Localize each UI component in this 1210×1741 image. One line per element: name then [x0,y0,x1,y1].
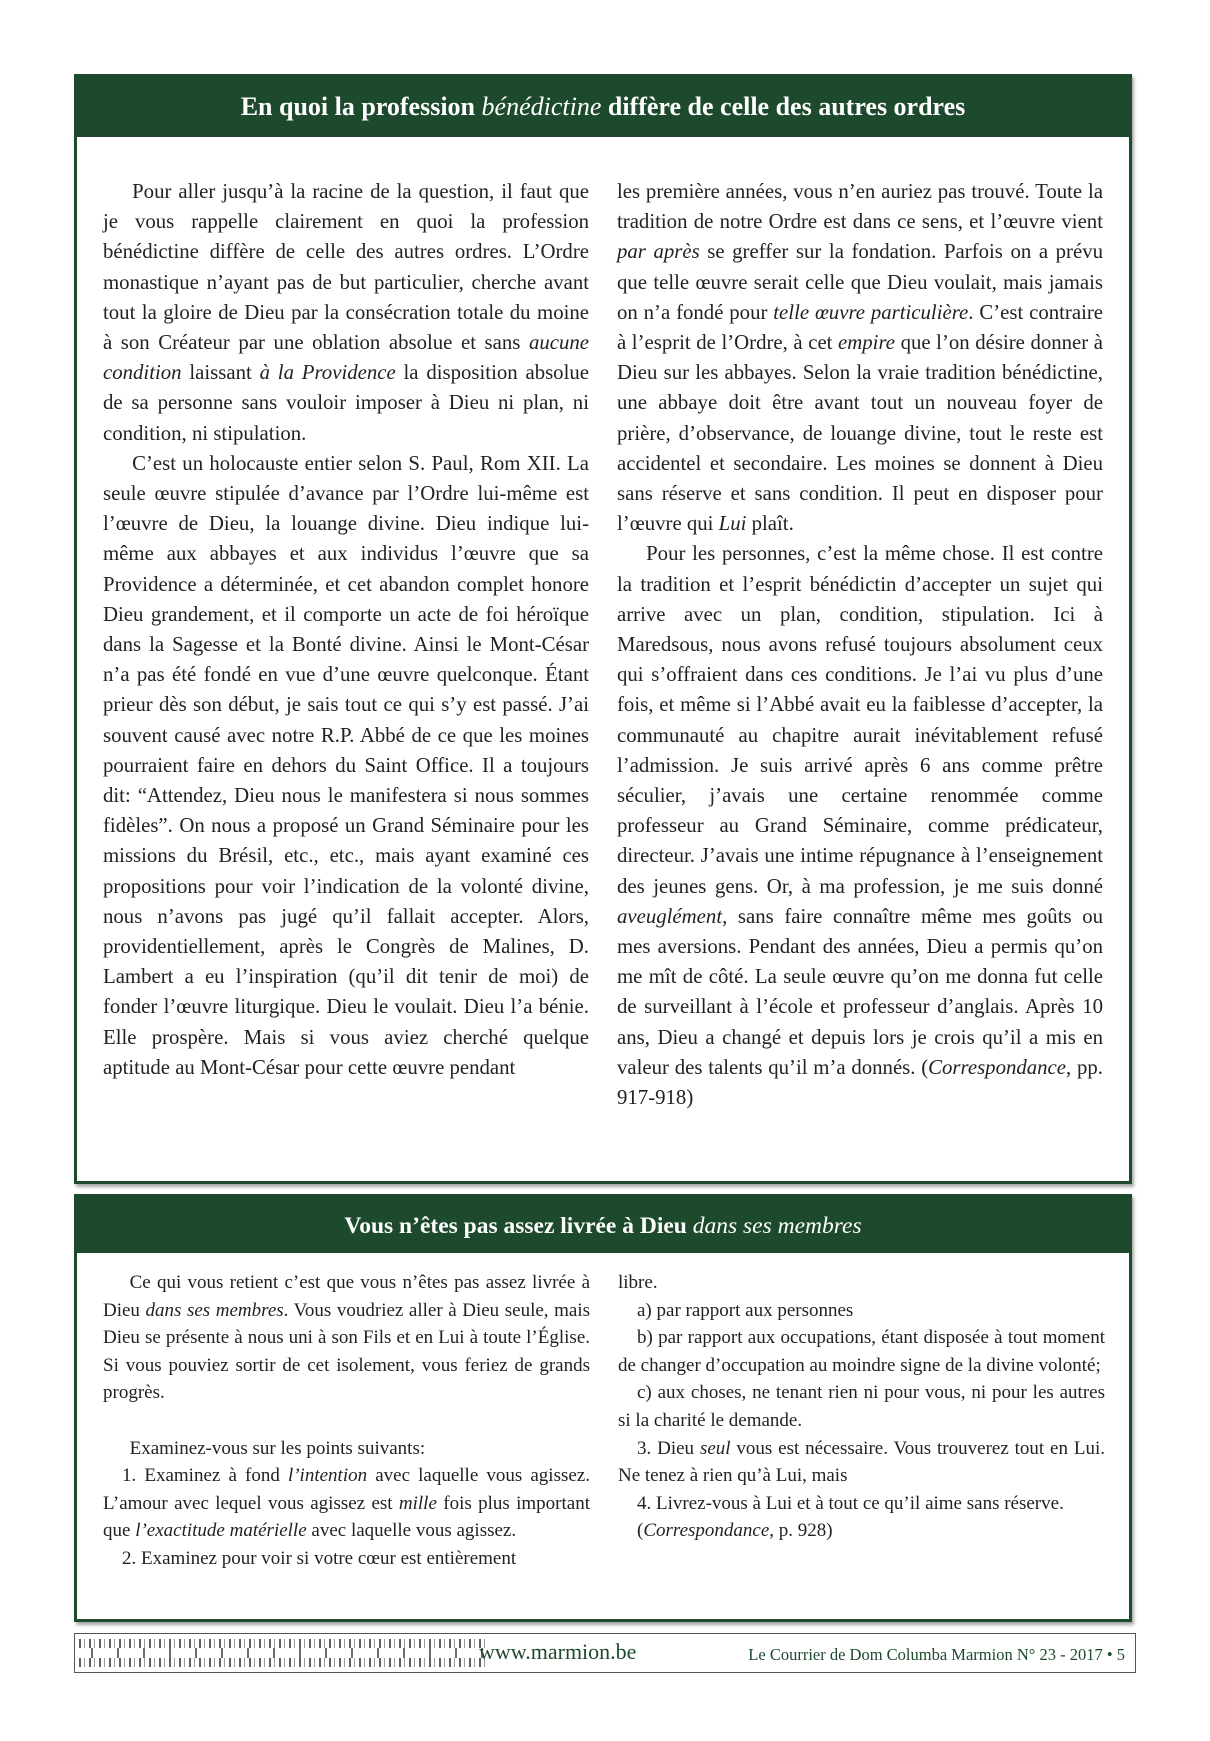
citation: (Correspondance, p. 928) [637,1520,833,1542]
list-item: 2. Examinez pour voir si votre cœur est entièrement [122,1547,517,1569]
column-left [103,177,589,1173]
title-part: diffère de celle des autres ordres [601,92,966,121]
list-item: c) aux choses, ne tenant rien ni pour vous, ni pour les autres si la charité le demande. [618,1382,1105,1431]
list-item: 4. Livrez-vous à Lui et à tout ce qu’il aime sans réserve. [637,1492,1064,1514]
section-title [77,77,1129,137]
title-part: En quoi la profession [240,92,482,121]
page-footer [74,1633,1136,1673]
paragraph: Ce qui vous retient c’est que vous n’êtes pas assez livrée à Dieu dans ses membres. Vous voudriez aller à Dieu seule, mais Dieu se présente à nous uni à son Fils et en Lui à toute l’Église. Si vous pouviez sortir de cet isolement, vous feriez de grands progrès. [103,1272,590,1404]
list-item: b) par rapport aux occupations, étant disposée à tout moment de changer d’occupation au moindre signe de la divine volonté; [618,1327,1105,1376]
paragraph: Pour aller jusqu’à la racine de la question, il faut que je vous rappelle clairement en quoi la profession bénédictine diffère de celle des autres ordres. L’Ordre monastique n’ayant pas de but particulier, cherche avant tout la gloire de Dieu par la consécration totale du moine à son Créateur par une oblation absolue et sans aucune condition laissant à la Providence la disposition absolue de sa personne sans vouloir imposer à Dieu ni plan, ni condition, ni stipulation. [103,180,589,445]
website-link[interactable]: www.marmion.be [479,1639,637,1664]
paragraph: les première années, vous n’en auriez pas trouvé. Toute la tradition de notre Ordre est dans ce sens, et l’œuvre vient par après se greffer sur la fondation. Parfois on a prévu que telle œuvre serait celle que Dieu voulait, mais jamais on n’a fondé pour telle œuvre particulière. C’est contraire à l’esprit de l’Ordre, à cet empire que l’on désire donner à Dieu sur les abbayes. Selon la vraie tradition bénédictine, une abbaye doit être avant tout un nouveau foyer de prière, d’observance, de louange divine, tout le reste est accidentel et secondaire. Les moines se donnent à Dieu sans réserve et sans condition. Il peut en disposer pour l’œuvre qui Lui plaît. [617,180,1103,536]
column-right [618,1269,1105,1611]
paragraph: C’est un holocauste entier selon S. Paul, Rom XII. La seule œuvre stipulée d’avance par l’Ordre lui-même est l’œuvre de Dieu, la louange divine. Dieu indique lui-même aux abbayes et aux individus l’œuvre que sa Providence a déterminée, et cet abandon complet honore Dieu grandement, et il comporte un acte de foi héroïque dans la Sagesse et la Bonté divine. Ainsi le Mont-César n’a pas été fondé en vue d’une œuvre quelconque. Étant prieur dès son début, je sais tout ce qui s’y est passé. J’ai souvent causé avec notre R.P. Abbé de ce que les moines pourraient faire en dehors du Saint Office. Il a toujours dit: “Attendez, Dieu nous le manifestera si nous sommes fidèles”. On nous a proposé un Grand Séminaire pour les missions du Brésil, etc., etc., mais ayant examiné ces propositions pour voir l’indication de la volonté divine, nous n’avons pas jugé qu’il fallait accepter. Alors, providentiellement, après le Congrès de Malines, D. Lambert a eu l’inspiration (qu’il dit tenir de moi) de fonder l’œuvre liturgique. Dieu le voulait. Dieu l’a bénie. Elle prospère. Mais si vous aviez cherché quelque aptitude au Mont-César pour cette œuvre pendant [103,451,589,1079]
list-item: 1. Examinez à fond l’intention avec laquelle vous agissez. L’amour avec lequel vous agissez est mille fois plus important que l’exactitude matérielle avec laquelle vous agissez. [103,1465,590,1542]
paragraph: libre. [618,1272,658,1293]
column-left [103,1269,590,1611]
column-right [617,177,1103,1173]
title-part: Vous n’êtes pas assez livrée à Dieu [344,1213,693,1239]
two-column-body [77,1269,1129,1611]
list-item: a) par rapport aux personnes [637,1299,854,1321]
list-item: 3. Dieu seul vous est nécessaire. Vous trouverez tout en Lui. Ne tenez à rien qu’à Lui, mais [618,1437,1105,1487]
publication-credit: Le Courrier de Dom Columba Marmion N° 23 - 2017 • 5 [748,1645,1125,1664]
title-italic: dans ses membres [692,1213,862,1239]
section-members [74,1194,1132,1622]
decorative-border-ornament [79,1639,487,1667]
title-italic: bénédictine [481,92,602,121]
paragraph: Pour les personnes, c’est la même chose. Il est contre la tradition et l’esprit bénédictin d’accepter un sujet qui arrive avec un plan, condition, stipulation. Ici à Maredsous, nous avons refusé toujours absolument ceux qui s’offraient dans ces conditions. Je l’ai vu plus d’une fois, et même si l’Abbé avait eu la faiblesse d’accepter, la communauté au chapitre aurait inévitablement refusé l’admission. Je suis arrivé après 6 ans comme prêtre séculier, j’avais une certaine renommée comme professeur au Grand Séminaire, comme prédicateur, directeur. J’avais une intime répugnance à l’enseignement des jeunes gens. Or, à ma profession, je me suis donné aveuglément, sans faire connaître même mes goûts ou mes aversions. Pendant des années, Dieu a permis qu’on me mît de côté. La seule œuvre qu’on me donna fut celle de surveillant à l’école et professeur d’anglais. Après 10 ans, Dieu a changé et depuis lors je crois qu’il a mis en valeur des talents qu’il m’a donnés. (Correspondance, pp. 917-918) [617,542,1103,1110]
section-benedictine-profession [74,74,1132,1184]
paragraph: Examinez-vous sur les points suivants: [129,1437,426,1459]
section-title [77,1197,1129,1253]
two-column-body [77,177,1129,1173]
